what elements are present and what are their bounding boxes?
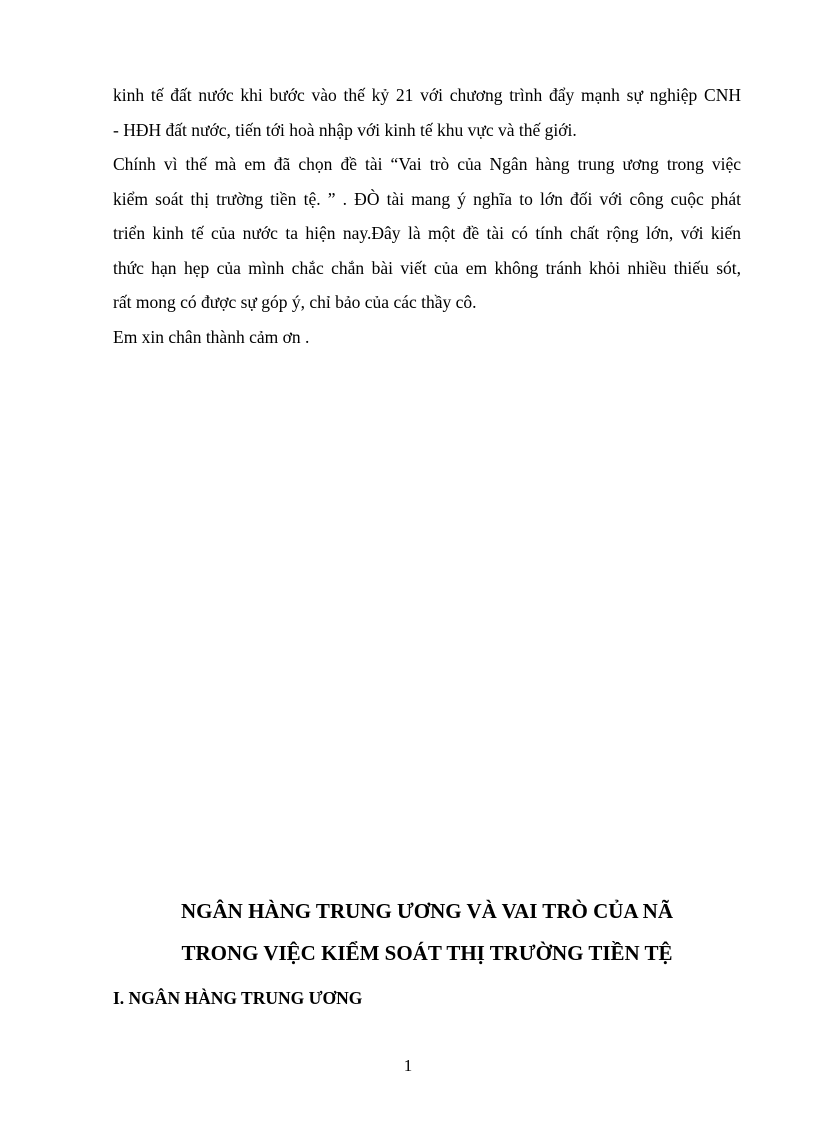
text-line: triển kinh tế của nước ta hiện nay.Đây là một đề tài có tính chất rộng lớn, với kiến — [113, 223, 741, 243]
text-line: Em xin chân thành cảm ơn . — [113, 326, 310, 347]
chapter-title-line-1: NGÂN HÀNG TRUNG ƯƠNG VÀ VAI TRÒ CỦA NÃ — [180, 899, 673, 923]
chapter-title-line-2: TRONG VIỆC KIỂM SOÁT THỊ TRƯỜNG TIỀN TỆ — [181, 941, 673, 965]
paragraph-1 — [113, 78, 741, 147]
text-line: thức hạn hẹp của mình chắc chắn bài viết của em không tránh khỏi nhiều thiếu sót, — [113, 257, 741, 278]
page-number: 1 — [403, 1056, 413, 1075]
body-text — [113, 78, 741, 354]
text-line: - HĐH đất nước, tiến tới hoà nhập với kinh tế khu vực và thế giới. — [113, 119, 577, 140]
section-title: I. NGÂN HÀNG TRUNG ƯƠNG — [113, 988, 363, 1008]
text-line: Chính vì thế mà em đã chọn đề tài “Vai trò của Ngân hàng trung ương trong việc — [113, 154, 741, 174]
chapter-heading — [113, 890, 741, 974]
text-line: kiểm soát thị trường tiền tệ. ” . ĐÒ tài mang ý nghĩa to lớn đối với công cuộc phát — [113, 188, 741, 209]
text-line: kinh tế đất nước khi bước vào thế kỷ 21 với chương trình đẩy mạnh sự nghiệp CNH — [113, 85, 741, 105]
paragraph-3 — [113, 320, 741, 355]
text-line: rất mong có được sự góp ý, chỉ bảo của các thầy cô. — [113, 292, 477, 312]
paragraph-2 — [113, 147, 741, 320]
